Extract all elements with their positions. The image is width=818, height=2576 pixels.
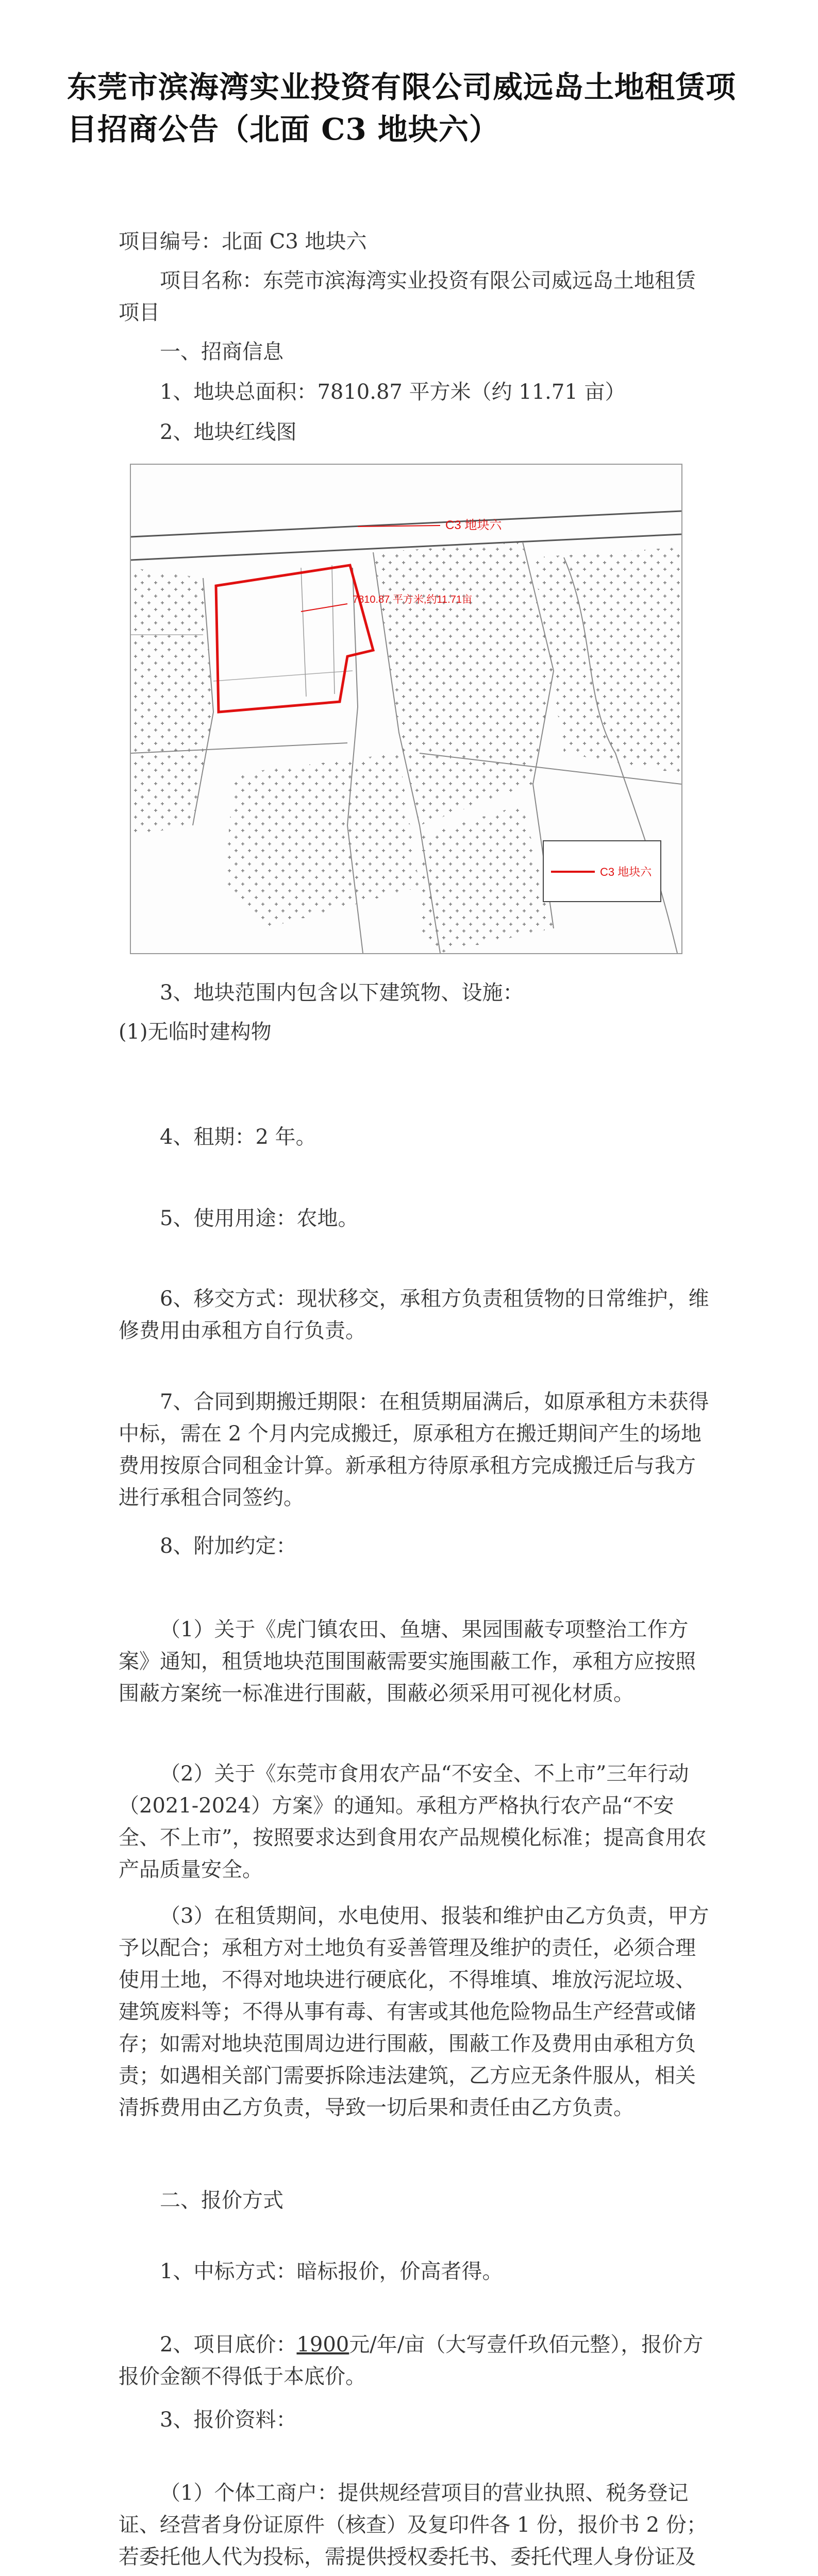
reserve-price-label: 2、项目底价： — [160, 2333, 297, 2357]
reserve-price-value: 1900 — [296, 2333, 349, 2357]
reserve-price-text: 元/年/亩（大写壹仟玖佰元整），报价方报价金额不得低于本底价。 — [119, 2333, 704, 2388]
map-parcel-label: C3 地块六 — [445, 518, 502, 532]
reserve-price — [119, 2329, 711, 2393]
land-boundary-map — [130, 464, 682, 954]
bid-documents-1: （1）个体工商户：提供规经营项目的营业执照、税务登记证、经营者身份证原件（核查）及复印件各 1 份，报价书 2 份；若委托他人代为投标，需提供授权委托书、委托代理人身份证及 — [119, 2481, 707, 2569]
item-additional-2: （2）关于《东莞市食用农产品“不安全、不上市”三年行动（2021-2024）方案》的通知。承租方严格执行农产品“不安全、不上市”，按照要求达到食用农产品规模化标准；提高食用农产品质量安全。 — [119, 1762, 707, 1882]
bid-documents: 3、报价资料： — [160, 2408, 297, 2432]
item-additional-1: （1）关于《虎门镇农田、鱼塘、果园围蔽专项整治工作方案》通知，租赁地块范围围蔽需要实施围蔽工作，承租方应按照围蔽方案统一标准进行围蔽，围蔽必须采用可视化材质。 — [119, 1618, 696, 1705]
item-buildings: 3、地块范围内包含以下建筑物、设施： — [160, 981, 524, 1005]
section-heading-2: 二、报价方式 — [160, 2189, 283, 2212]
item-lease-term: 4、租期：2 年。 — [160, 1125, 316, 1149]
item-area: 1、地块总面积：7810.87 平方米（约 11.71 亩） — [160, 380, 626, 404]
item-buildings-none: (1)无临时建构物 — [119, 1020, 272, 1044]
map-area-label: 7810.87 平方米,约11.71亩 — [353, 594, 472, 605]
page-title: 东莞市滨海湾实业投资有限公司威远岛土地租赁项目招商公告（北面 C3 地块六） — [67, 70, 737, 147]
item-handover: 6、移交方式：现状移交，承租方负责租赁物的日常维护，维修费用由承租方自行负责。 — [119, 1287, 709, 1343]
section-heading-1: 一、招商信息 — [160, 340, 283, 364]
item-usage: 5、使用用途：农地。 — [160, 1207, 359, 1230]
legend-label: C3 地块六 — [600, 866, 652, 878]
item-relocation: 7、合同到期搬迁期限：在租赁期届满后，如原承租方未获得中标，需在 2 个月内完成搬迁，原承租方在搬迁期间产生的场地费用按原合同租金计算。新承租方待原承租方完成搬迁后与我方进行承租合同签约。 — [119, 1390, 709, 1510]
project-number: 项目编号：北面 C3 地块六 — [119, 230, 367, 253]
bid-method: 1、中标方式：暗标报价，价高者得。 — [160, 2260, 503, 2283]
project-name: 项目名称：东莞市滨海湾实业投资有限公司威远岛土地租赁项目 — [119, 269, 696, 325]
item-additional-3: （3）在租赁期间，水电使用、报装和维护由乙方负责，甲方予以配合；承租方对土地负有妥善管理及维护的责任，必须合理使用土地，不得对地块进行硬底化，不得堆填、堆放污泥垃圾、建筑废料等；不得从事有毒、有害或其他危险物品生产经营或储存；如需对地块范围周边进行围蔽，围蔽工作及费用由承租方负责；如遇相关部门需要拆除违法建筑，乙方应无条件服从，相关清拆费用由乙方负责，导致一切后果和责任由乙方负责。 — [119, 1904, 709, 2120]
item-additional: 8、附加约定： — [160, 1534, 297, 1558]
item-map-title: 2、地块红线图 — [160, 420, 297, 444]
